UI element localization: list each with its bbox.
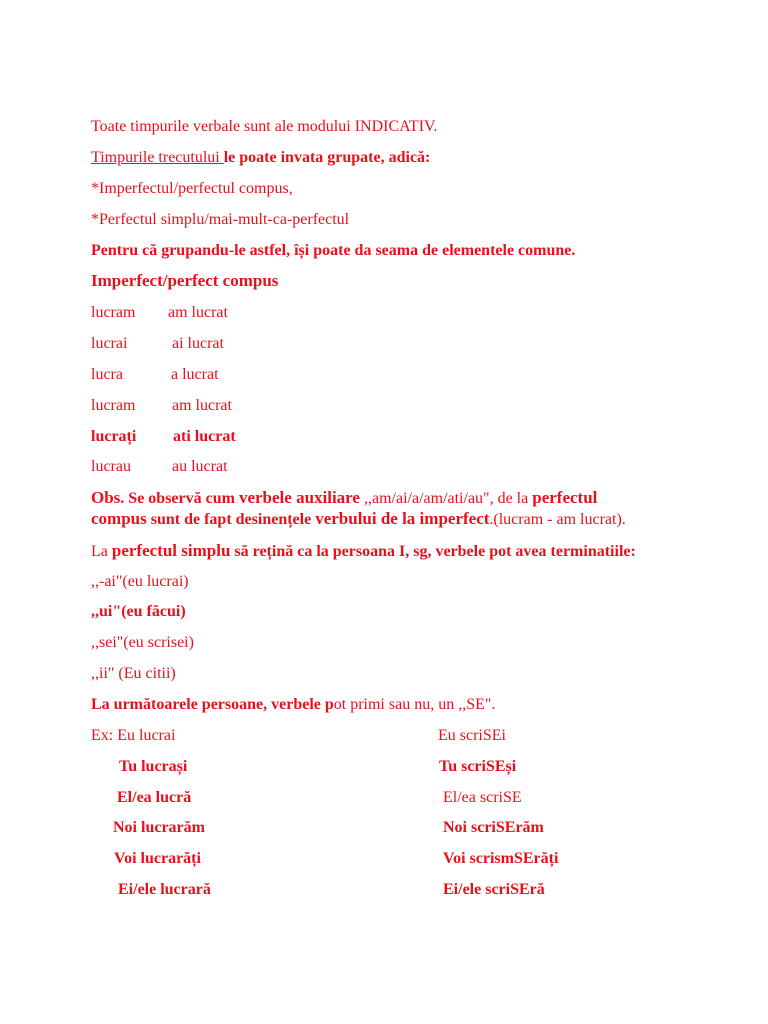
obs-highlight: compus (91, 509, 147, 528)
perfect-form: au lucrat (172, 458, 228, 475)
obs-highlight: verbele auxiliare (238, 488, 360, 507)
section-heading-imperfect-perfect: Imperfect/perfect compus (91, 271, 279, 290)
example-right: Voi scrismSErăți (443, 850, 559, 867)
example-left: Ei/ele lucrară (118, 881, 211, 898)
ps-text: La (91, 543, 112, 560)
np-text: La următoarele persoane, verbele p (91, 696, 334, 713)
example-left: Tu lucrași (119, 758, 188, 775)
np-text: ot primi sau nu, un ,,SE". (333, 696, 496, 713)
example-right: Ei/ele scriSEră (443, 881, 545, 898)
example-right: El/ea scriSE (443, 789, 522, 806)
ending-item: ,,-ai"(eu lucrai) (91, 573, 189, 590)
obs-text: .(lucram - am lucrat). (489, 511, 626, 528)
obs-text: sunt de fapt desinențele (146, 511, 316, 528)
obs-text: ,,am/ai/a/am/ati/au", de la (359, 490, 533, 507)
example-left: Eu lucrai (117, 727, 176, 744)
conjugation-row (91, 457, 228, 477)
imperfect-form: lucrau (91, 458, 131, 475)
example-left: Noi lucrarăm (113, 819, 205, 836)
intro-line-2-rest: le poate invata grupate, adică: (223, 149, 431, 166)
perfect-form: ati lucrat (173, 428, 236, 445)
intro-line-1: Toate timpurile verbale sunt ale modului INDICATIV. (91, 118, 438, 135)
perfect-form: am lucrat (168, 304, 228, 321)
example-row (91, 726, 175, 746)
conjugation-row (91, 427, 236, 447)
example-left: El/ea lucră (117, 789, 192, 806)
imperfect-form: lucram (91, 397, 136, 414)
example-right: Tu scriSEși (439, 758, 517, 775)
ps-highlight: perfectul simplu (111, 541, 231, 560)
perfect-form: am lucrat (172, 397, 232, 414)
intro-line-3: *Imperfectul/perfectul compus, (91, 180, 293, 197)
intro-line-4: *Perfectul simplu/mai-mult-ca-perfectul (91, 211, 350, 228)
conjugation-row (91, 303, 228, 323)
imperfect-form: lucrai (91, 335, 128, 352)
obs-highlight: perfectul (532, 488, 598, 507)
conjugation-row (91, 396, 232, 416)
conjugation-row (91, 334, 224, 354)
obs-highlight: verbului de la imperfect (315, 509, 490, 528)
perfect-simplu-line (91, 541, 636, 562)
example-right: Noi scriSErăm (443, 819, 544, 836)
imperfect-form: lucra (91, 366, 123, 383)
perfect-form: ai lucrat (172, 335, 224, 352)
ending-item: ,,ui"(eu făcui) (91, 603, 186, 620)
example-prefix: Ex: (91, 727, 118, 744)
ps-text: să rețină ca la persoana I, sg, verbele pot avea terminatiile: (230, 543, 636, 560)
obs-paragraph (91, 488, 626, 530)
intro-line-5: Pentru că grupandu-le astfel, își poate da seama de elementele comune. (91, 242, 576, 259)
past-tenses-underlined: Timpurile trecutului (91, 149, 224, 166)
example-left: Voi lucrarăți (114, 850, 201, 867)
obs-text: . Se observă cum (120, 490, 239, 507)
perfect-form: a lucrat (171, 366, 219, 383)
conjugation-row (91, 365, 219, 385)
ending-item: ,,sei"(eu scrisei) (91, 634, 194, 651)
imperfect-form: lucram (91, 304, 136, 321)
next-persons-line (91, 695, 495, 715)
imperfect-form: lucrați (91, 428, 137, 445)
ending-item: ,,ii" (Eu citii) (91, 665, 176, 682)
intro-line-2 (91, 148, 430, 168)
example-right: Eu scriSEi (438, 727, 506, 744)
obs-label: Obs (91, 488, 121, 507)
